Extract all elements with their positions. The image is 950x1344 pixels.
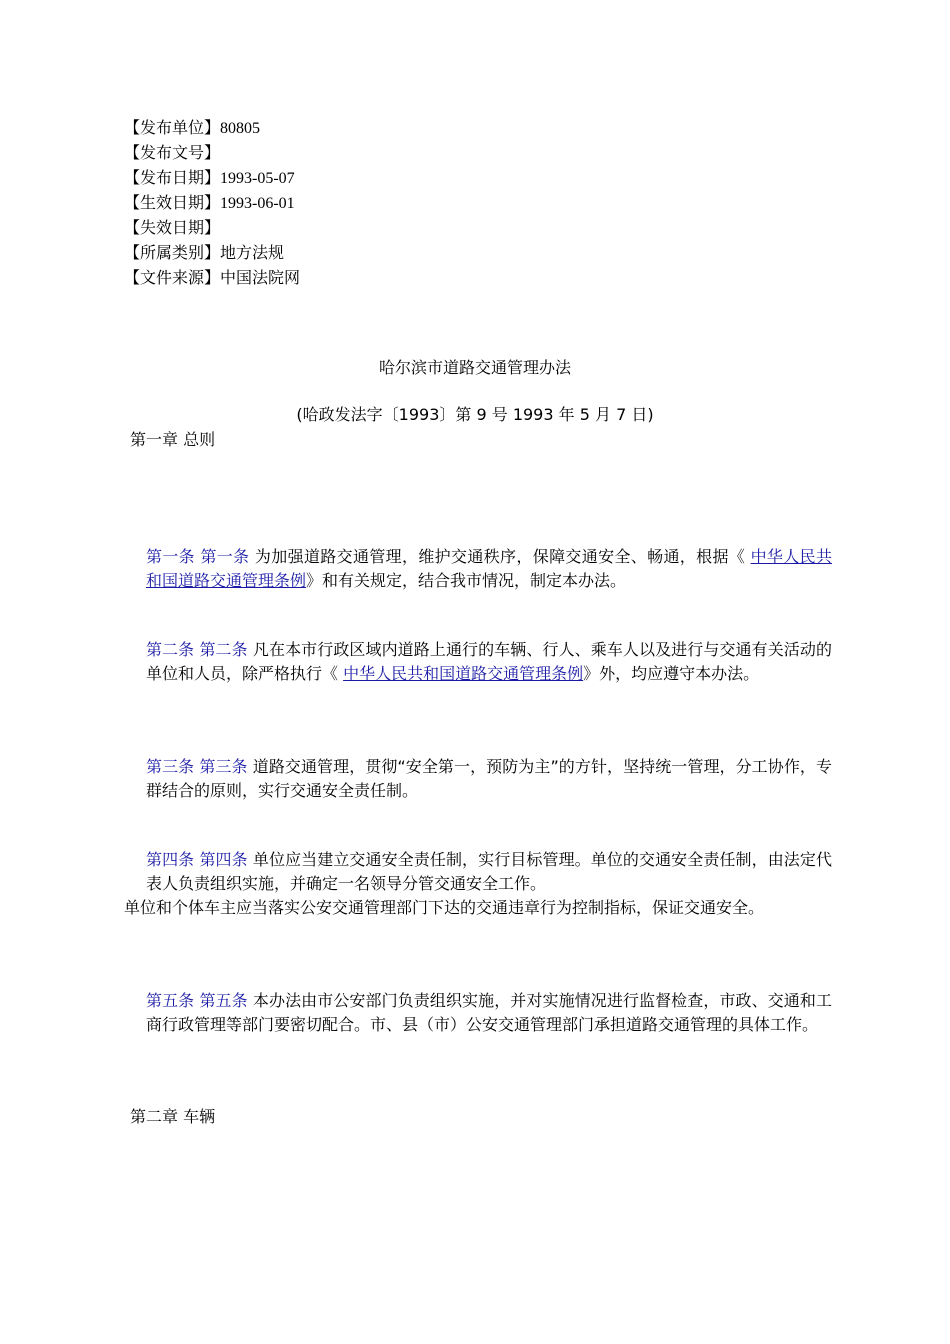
article-5: 第五条 第五条 本办法由市公安部门负责组织实施，并对实施情况进行监督检查，市政、交通和工商行政管理等部门要密切配合。市、县（市）公安交通管理部门承担道路交通管理的具体工作。 <box>146 991 832 1034</box>
metadata-block <box>124 115 300 290</box>
meta-category: 【所属类别】地方法规 <box>124 243 285 262</box>
article-1: 第一条 第一条 为加强道路交通管理，维护交通秩序，保障交通安全、畅通，根据《 中华人民共和国道路交通管理条例》和有关规定，结合我市情况，制定本办法。 <box>146 547 832 590</box>
article-label[interactable]: 第二条 <box>146 640 195 659</box>
article-label[interactable]: 第三条 <box>199 757 248 776</box>
article-label[interactable]: 第五条 <box>199 991 248 1010</box>
article-2: 第二条 第二条 凡在本市行政区域内道路上通行的车辆、行人、乘车人以及进行与交通有关活动的单位和人员，除严格执行《 中华人民共和国道路交通管理条例》外，均应遵守本办法。 <box>146 640 832 683</box>
chapter-heading-1: 第一章 总则 <box>130 430 216 449</box>
article-label[interactable]: 第五条 <box>146 991 195 1010</box>
law-link[interactable]: 中华人民共和国道路交通管理条例 <box>146 547 832 590</box>
meta-source: 【文件来源】中国法院网 <box>124 268 301 287</box>
article-4-paragraph-2: 单位和个体车主应当落实公安交通管理部门下达的交通违章行为控制指标，保证交通安全。 <box>124 898 765 917</box>
document-title: 哈尔滨市道路交通管理办法 <box>378 358 571 377</box>
meta-publish-date: 【发布日期】1993-05-07 <box>124 168 295 187</box>
article-3: 第三条 第三条 道路交通管理，贯彻“安全第一，预防为主”的方针，坚持统一管理，分工协作，专群结合的原则，实行交通安全责任制。 <box>146 757 832 800</box>
meta-publishing-unit: 【发布单位】80805 <box>124 118 261 137</box>
article-label[interactable]: 第一条 <box>200 547 250 566</box>
document-subtitle: (哈政发法字〔1993〕第 9 号 1993 年 5 月 7 日) <box>296 405 654 424</box>
article-label[interactable]: 第二条 <box>199 640 248 659</box>
meta-effective-date: 【生效日期】1993-06-01 <box>124 193 295 212</box>
article-label[interactable]: 第三条 <box>146 757 195 776</box>
article-label[interactable]: 第一条 <box>146 547 196 566</box>
article-label[interactable]: 第四条 <box>199 850 248 869</box>
article-label[interactable]: 第四条 <box>146 850 195 869</box>
article-4: 第四条 第四条 单位应当建立交通安全责任制，实行目标管理。单位的交通安全责任制，由法定代表人负责组织实施，并确定一名领导分管交通安全工作。 单位和个体车主应当落实公安交通管理部门下达的交通违章行为控制指标，保证交通安全。 <box>124 848 832 920</box>
chapter-heading-2: 第二章 车辆 <box>130 1107 216 1126</box>
meta-document-number: 【发布文号】 <box>124 143 221 162</box>
meta-expiry-date: 【失效日期】 <box>124 218 221 237</box>
law-link[interactable]: 中华人民共和国道路交通管理条例 <box>343 664 584 683</box>
